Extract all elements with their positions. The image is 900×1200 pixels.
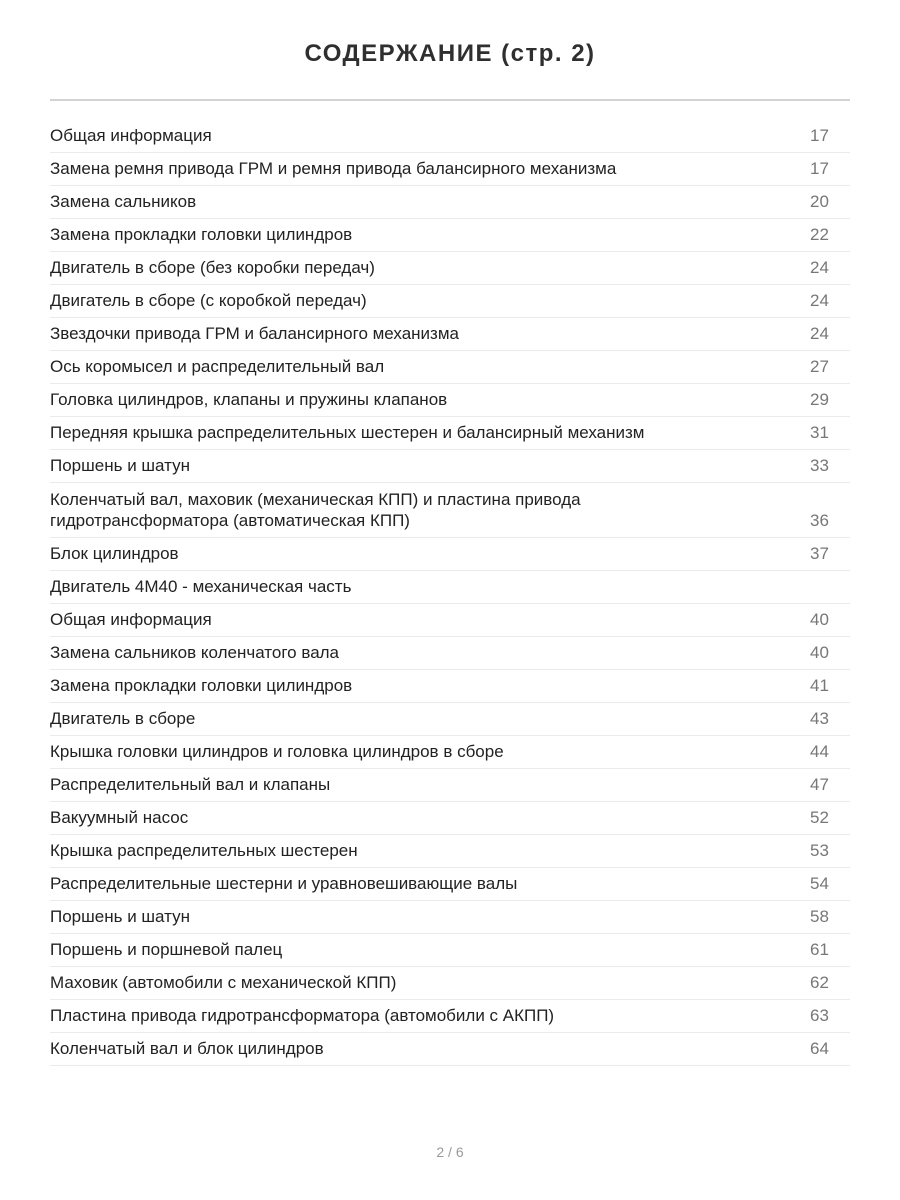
toc-entry-title: Ось коромысел и распределительный вал xyxy=(50,357,385,376)
toc-entry[interactable] xyxy=(50,384,850,417)
title-divider xyxy=(50,99,850,101)
toc-entry[interactable] xyxy=(50,252,850,285)
toc-entry-page: 52 xyxy=(810,808,829,827)
toc-entry-title: Маховик (автомобили с механической КПП) xyxy=(50,973,397,992)
toc-entry-title: Крышка распределительных шестерен xyxy=(50,841,358,860)
toc-entry[interactable] xyxy=(50,538,850,571)
toc-entry-title: Распределительные шестерни и уравновешивающие валы xyxy=(50,874,518,893)
toc-entry-title: Замена ремня привода ГРМ и ремня привода балансирного механизма xyxy=(50,159,617,178)
toc-entry-page: 64 xyxy=(810,1039,829,1058)
toc-entry-title: Общая информация xyxy=(50,610,212,629)
toc-entry[interactable] xyxy=(50,868,850,901)
toc-section-heading[interactable] xyxy=(50,571,850,604)
toc-entry-page: 17 xyxy=(810,126,829,145)
toc-entry-page: 63 xyxy=(810,1006,829,1025)
toc-entry[interactable] xyxy=(50,967,850,1000)
toc-entry[interactable] xyxy=(50,901,850,934)
toc-entry-page: 61 xyxy=(810,940,829,959)
toc-entry-title: Звездочки привода ГРМ и балансирного механизма xyxy=(50,324,459,343)
toc-section-title: Двигатель 4M40 - механическая часть xyxy=(50,577,352,596)
toc-entry[interactable] xyxy=(50,450,850,483)
toc-entry[interactable] xyxy=(50,703,850,736)
toc-entry-title: Замена сальников xyxy=(50,192,197,211)
toc-entry-page: 44 xyxy=(810,742,829,761)
toc-entry-title: Замена прокладки головки цилиндров xyxy=(50,225,353,244)
toc-entry-page: 53 xyxy=(810,841,829,860)
toc-entry[interactable] xyxy=(50,769,850,802)
toc-entry-title: Пластина привода гидротрансформатора (автомобили с АКПП) xyxy=(50,1006,555,1025)
toc-entry-page: 22 xyxy=(810,225,829,244)
toc-entry-page: 17 xyxy=(810,159,829,178)
toc-entry-title: Общая информация xyxy=(50,126,212,145)
toc-entry[interactable] xyxy=(50,153,850,186)
toc-entry-page: 40 xyxy=(810,643,829,662)
page-indicator: 2 / 6 xyxy=(436,1144,464,1160)
toc-entry-title: Замена прокладки головки цилиндров xyxy=(50,676,353,695)
toc-entry[interactable] xyxy=(50,736,850,769)
toc-entry-title: Вакуумный насос xyxy=(50,808,189,827)
toc-entry-title: Коленчатый вал и блок цилиндров xyxy=(50,1039,324,1058)
toc-entry-title: Передняя крышка распределительных шестерен и балансирный механизм xyxy=(50,423,645,442)
toc-entry[interactable] xyxy=(50,637,850,670)
toc-entry[interactable] xyxy=(50,604,850,637)
toc-entry-title: Крышка головки цилиндров и головка цилиндров в сборе xyxy=(50,742,504,761)
toc-entry-title: Двигатель в сборе (без коробки передач) xyxy=(50,258,375,277)
toc-entry-title: Поршень и поршневой палец xyxy=(50,940,283,959)
toc-entry[interactable] xyxy=(50,186,850,219)
toc-entry-title: Замена сальников коленчатого вала xyxy=(50,643,340,662)
toc-entry[interactable] xyxy=(50,351,850,384)
toc-entry[interactable] xyxy=(50,1033,850,1066)
toc-entry[interactable] xyxy=(50,802,850,835)
toc-entry-title: Поршень и шатун xyxy=(50,456,190,475)
toc-entry-page: 24 xyxy=(810,324,829,343)
toc-entry-page: 54 xyxy=(810,874,829,893)
toc-entry-page: 62 xyxy=(810,973,829,992)
toc-entry-page: 43 xyxy=(810,709,829,728)
toc-entry[interactable] xyxy=(50,120,850,153)
toc-entry-page: 31 xyxy=(810,423,829,442)
toc-entry[interactable] xyxy=(50,285,850,318)
toc-entry-page: 29 xyxy=(810,390,829,409)
table-of-contents xyxy=(50,120,850,1066)
toc-entry-title: Поршень и шатун xyxy=(50,907,190,926)
toc-entry-title: Двигатель в сборе (с коробкой передач) xyxy=(50,291,367,310)
toc-entry-page: 36 xyxy=(810,511,829,530)
toc-entry[interactable] xyxy=(50,483,850,538)
toc-entry[interactable] xyxy=(50,219,850,252)
toc-entry[interactable] xyxy=(50,835,850,868)
toc-entry-page: 24 xyxy=(810,258,829,277)
toc-entry-page: 33 xyxy=(810,456,829,475)
toc-entry-page: 47 xyxy=(810,775,829,794)
toc-entry-page: 58 xyxy=(810,907,829,926)
toc-entry-title: Головка цилиндров, клапаны и пружины клапанов xyxy=(50,390,448,409)
toc-entry[interactable] xyxy=(50,318,850,351)
toc-entry[interactable] xyxy=(50,934,850,967)
toc-entry[interactable] xyxy=(50,417,850,450)
toc-entry[interactable] xyxy=(50,1000,850,1033)
toc-entry-page: 24 xyxy=(810,291,829,310)
toc-entry-title: Распределительный вал и клапаны xyxy=(50,775,331,794)
toc-entry-page: 20 xyxy=(810,192,829,211)
toc-entry[interactable] xyxy=(50,670,850,703)
toc-entry-page: 37 xyxy=(810,544,829,563)
toc-entry-title: Блок цилиндров xyxy=(50,544,179,563)
toc-entry-page: 41 xyxy=(810,676,829,695)
toc-entry-page: 40 xyxy=(810,610,829,629)
toc-entry-title: Двигатель в сборе xyxy=(50,709,196,728)
page-title: СОДЕРЖАНИЕ (стр. 2) xyxy=(304,40,596,67)
toc-entry-page: 27 xyxy=(810,357,829,376)
toc-entry-title: Коленчатый вал, маховик (механическая КПП) и пластина привода гидротрансформатора (автоматическая КПП) xyxy=(50,490,581,530)
